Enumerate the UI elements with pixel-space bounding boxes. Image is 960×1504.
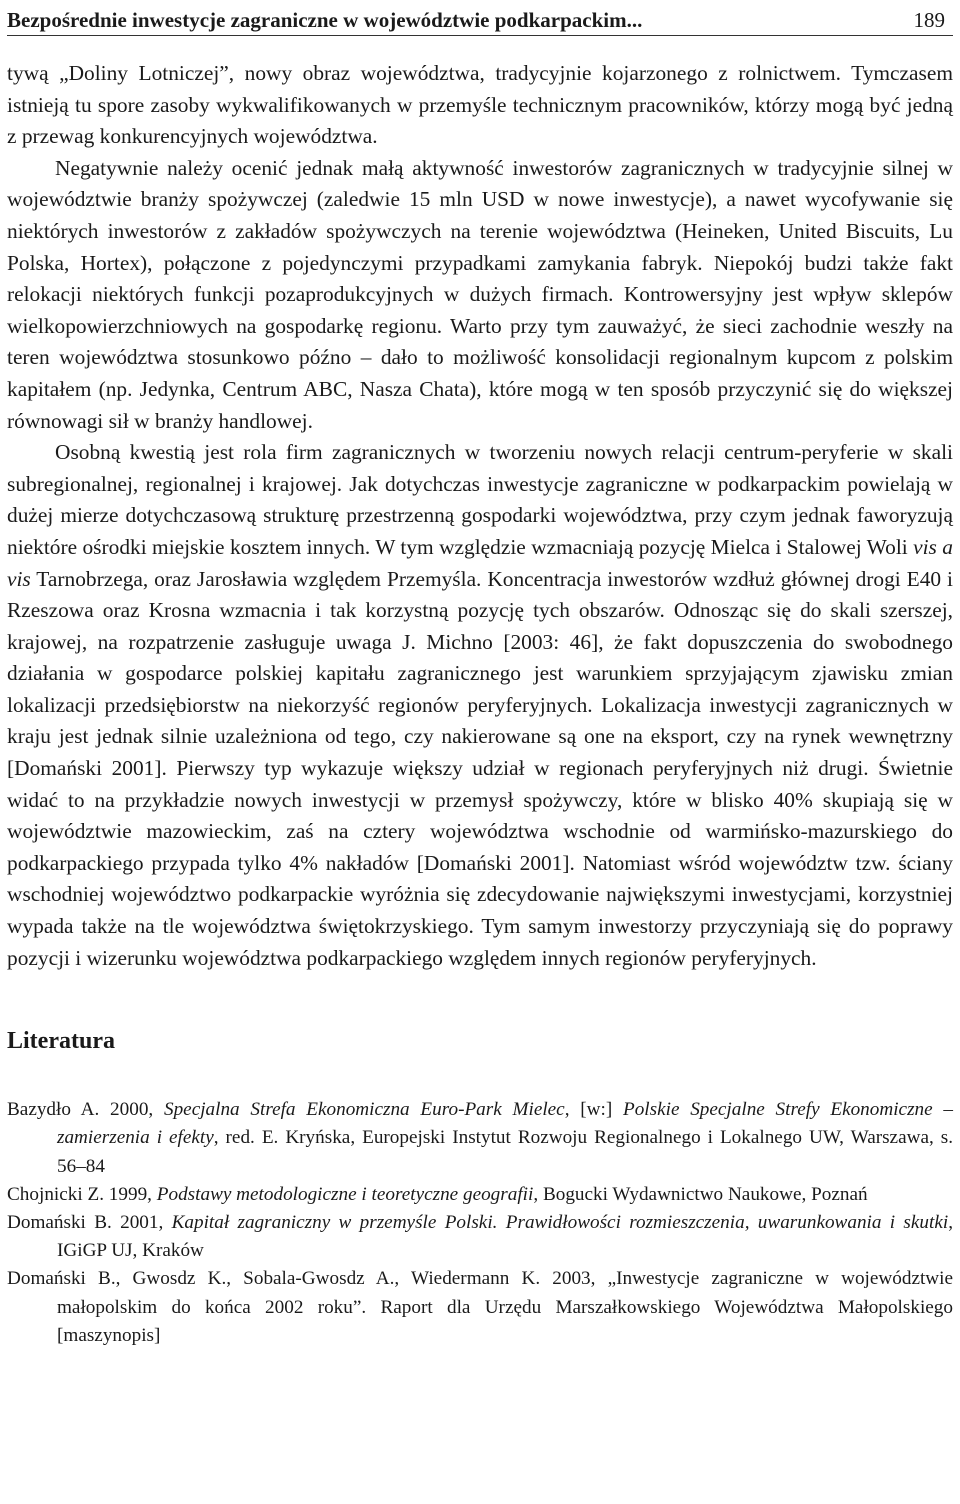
section-heading-literatura: Literatura [7,1028,115,1055]
body-text [7,58,953,974]
reference-author-year: Bazydło A. 2000, [7,1099,164,1121]
reference-publisher: , red. E. Kryńska, Europejski Instytut Rozwoju Regionalnego i Lokalnego UW, Warszawa, s. 56–84 [57,1127,954,1177]
running-head [7,0,953,36]
reference-title: Podstawy metodologiczne i teoretyczne geografii [156,1183,534,1205]
page-number: 189 [913,8,945,32]
running-head-title: Bezpośrednie inwestycje zagraniczne w województwie podkarpackim... [7,8,643,32]
paragraph-1: tywą „Doliny Lotniczej”, nowy obraz województwa, tradycyjnie kojarzonego z rolnictwem. Tymczasem istnieją tu spore zasoby wykwalifikowanych w przemyśle technicznym pracowników, którzy mogą być jedną z przewag konkurencyjnych województwa. [7,61,953,149]
reference-item [7,1265,953,1350]
paragraph-3-part-a: Osobną kwestią jest rola firm zagranicznych w tworzeniu nowych relacji centrum-peryferie w skali subregionalnej, regionalnej i krajowej. Jak dotychczas inwestycje zagraniczne w podkarpackim powielają w dużej mierze dotychczasową strukturę przestrzenną gospodarki województwa, przy czym jednak faworyzują niektóre ośrodki miejskie kosztem innych. W tym względzie wzmacniają pozycję Mielca i Stalowej Woli [7,440,953,559]
paragraph-3-part-b: Tarnobrzega, oraz Jarosławia względem Przemyśla. Koncentracja inwestorów wzdłuż głównej drogi E40 i Rzeszowa oraz Krosna wzmacnia i tak korzystną pozycję tych obszarów. Odnosząc się do skali szerszej, krajowej, na rozpatrzenie zasługuje uwaga J. Michno [2003: 46], że fakt dopuszczenia do swobodnego działania w gospodarce polskiej kapitału zagranicznego jest warunkiem sprzyjającym zjawisku zmian lokalizacji przedsiębiorstw na niekorzyść regionów peryferyjnych. Lokalizacja inwestycji zagranicznych w kraju jest jednak silnie uzależniona od tego, czy nakierowane są one na eksport, czy na rynek wewnętrzny [Domański 2001]. Pierwszy typ wykazuje większy udział w regionach peryferyjnych niż drugi. Świetnie widać to na przykładzie nowych inwestycji w przemysł spożywczy, które w blisko 40% skupiają się w województwie mazowieckim, zaś na cztery województwa wschodnie od warmińsko-mazurskiego do podkarpackiego przypada tylko 4% nakładów [Domański 2001]. Natomiast wśród województw tzw. ściany wschodniej województwo podkarpackie wyróżnia się zdecydowanie największymi inwestycjami, korzystniej wypada także na tle województwa świętokrzyskiego. Tym samym inwestorzy przyczyniają się do poprawy pozycji i wizerunku województwa podkarpackiego względem innych regionów peryferyjnych. [7,566,953,970]
reference-publisher: , Bogucki Wydawnictwo Naukowe, Poznań [533,1183,868,1205]
paragraph-2: Negatywnie należy ocenić jednak małą aktywność inwestorów zagranicznych w tradycyjnie silnej w województwie branży spożywczej (zaledwie 15 mln USD w nowe inwestycje), a nawet wycofywanie się niektórych inwestorów z zakładów spożywczych na terenie województwa (Heineken, United Biscuits, Lu Polska, Hortex), połączone z pojedynczymi przypadkami zamykania fabryk. Niepokój budzi także fakt relokacji niektórych funkcji pozaprodukcyjnych w dużych firmach. Kontrowersyjny jest wpływ sklepów wielkopowierzchniowych na gospodarkę regionu. Warto przy tym zauważyć, że sieci zachodnie weszły na teren województwa stosunkowo późno – dało to możliwość konsolidacji regionalnym kupcom z polskim kapitałem (np. Jedynka, Centrum ABC, Nasza Chata), które mogą w ten sposób przyczynić się do większej równowagi sił w branży handlowej. [7,155,953,433]
reference-connector: , [w:] [564,1099,623,1121]
reference-title: Kapitał zagraniczny w przemyśle Polski. Prawidłowości rozmieszczenia, uwarunkowania i skutki [171,1212,949,1234]
paragraph-3-italic-vis-a-vis: vis a vis [7,534,953,591]
reference-book-title: Polskie Specjalne Strefy Ekonomiczne – zamierzenia i efekty [57,1099,953,1149]
reference-item [7,1096,953,1181]
reference-author-year: Domański B. 2001, [7,1212,172,1234]
reference-author-year: Chojnicki Z. 1999, [7,1183,157,1205]
reference-full-text: Domański B., Gwosdz K., Sobala-Gwosdz A., Wiedermann K. 2003, „Inwestycje zagraniczne w województwie małopolskim do końca 2002 roku”. Raport dla Urzędu Marszałkowskiego Województwa Małopolskiego [maszynopis] [7,1268,953,1346]
reference-item [7,1209,953,1265]
paragraph-3 [7,437,953,974]
page [7,0,953,1350]
reference-list [7,1096,953,1350]
reference-title: Specjalna Strefa Ekonomiczna Euro-Park Mielec [163,1099,565,1121]
reference-publisher: , IGiGP UJ, Kraków [57,1212,953,1262]
reference-item [7,1181,953,1209]
